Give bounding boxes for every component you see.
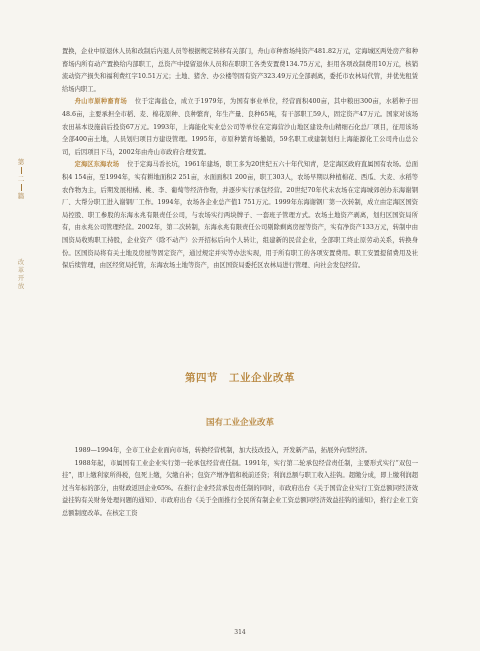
section-title: 第四节 工业企业改革 [185,372,295,384]
body-text-lower [62,445,418,521]
body-text-upper [62,46,418,273]
chapter-title-char: 开 [17,274,25,282]
chapter-marker [14,158,28,200]
chapter-title-char: 改 [17,258,25,266]
paragraph [62,96,418,159]
inline-heading: 舟山市原种畜育场 [74,98,128,106]
chapter-title-char: 革 [17,266,25,274]
page-number: 314 [234,629,246,636]
chapter-rule [21,184,22,191]
chapter-unit: 篇 [17,192,25,200]
paragraph [62,159,418,272]
chapter-title-vertical [14,258,28,290]
paragraph: 1989—1994年，全市工业企业面向市场，转换经营机制，加大技改投入，开发新产品，拓展外向型经济。 [74,447,372,454]
paragraph-text: 位于定海马岙长坑，1961年建场，职工多为20世纪五六十年代知青，是定海区政府直属国有农场。总面积4 154亩，至1994年，实有耕地面积2 251亩，水面面积1 200亩，职工303人，农场早期以种植棉花、西瓜、大麦、水稻等农作物为主，后期发展柑橘、桃、李、葡萄等经济作物，并逐步实行承包经营。20世纪70年代末农场在定海城郊创办东海谢钢厂、大帮分职工进入谢钢厂工作。1994年，农场各企业总产值1 751万元。1999年东海谢钢厂第一次转制，成立由定海区国资局控股、职工参股的东海永兆有限责任公司，与农场实行两块牌子、一套班子管理方式。农场土地资产剥离，划归区国资局所有，由永兆公司管理经营。2002年，第二次转制，东海永兆有限责任公司剔除剩离房屋等资产，实有净资产133万元，转制中由国资局收购职工持股，企业资产（除不动产）公开招标后向个人转让，组建新的民营企业，全部职工终止原劳动关系，转换身份。区国资局将有关土地及房屋等固定资产，通过规定并实等办法实现，用于所有职工的各项安置费用。职工安置提留费用及社保后续管理，由区经贸局托管，东海农场土地等资产，由区国资局委托区农林局进行管理、向社会发包经营。 [62,161,419,270]
subsection-title: 国有工业企业改革 [205,418,274,428]
inline-heading: 定海区东海农场 [74,161,120,169]
paragraph-text: 位于定海盐仓，成立于1979年，为国有事业单位，经营面积400亩，其中粮田300亩，水稻种子田48.6亩，主要承担全市稻、麦、棉花原种、良种繁育，年生产量、良种65吨，有干部职工59人，固定资产47万元。国家对该场农田基本设施前后投资67万元。1993年，上海能化实业总公司等单位在定海营沙山地区建设舟山精细石化总厂项目，征用该场全部400亩土地，人员划归项目方建设管理。1995年，市原种繁育场撤销，59名职工或建制划归上海能源化工公司舟山总公司，后因项目下马，2002年由舟山市政府合理安置。 [62,98,418,156]
chapter-char: 第 [17,158,25,166]
chapter-title-char: 放 [17,282,25,290]
paragraph: 1988年起，市属国有工业企业实行第一轮承包经营责任制。1991年，实行第二轮承包经营责任制，主要形式实行“双包一挂”，即上缴利家所得税，包死上缴，欠缴自补；包资产增净值和税前还贷；利润总额与职工收入挂钩。超缴分成，即上缴利润超过当年标的部分，由财政返回企业65%。在推行企业经营承包责任制的同时，市政府出台《关于国营企业实行工资总额同经济效益挂钩有关财务处理问题的通知》、市政府出台《关于全面推行全民所有制企业工资总额同经济效益挂钩的通知》，推行企业工资总额制度改革。在核定工资 [62,459,418,517]
paragraph: 置换，企业中原退休人员和改制后内退人员等根据规定转移有关部门，舟山市种畜场纯资产481.82万元，定海城区两处房产和种畜场内所有动产置换给内部职工，总资产中提留退休人员和在职职工各类安置费134.75万元，拒用各项改制费用10万元，核销流动资产损失和福利费红字10.51万元；土地、猪舍、办公楼等固有资产323.49万元全部剥离，委托市农林局代管，并优先租赁给场内职工。 [62,48,418,93]
chapter-rule [21,167,22,174]
chapter-number: 二 [17,175,25,183]
